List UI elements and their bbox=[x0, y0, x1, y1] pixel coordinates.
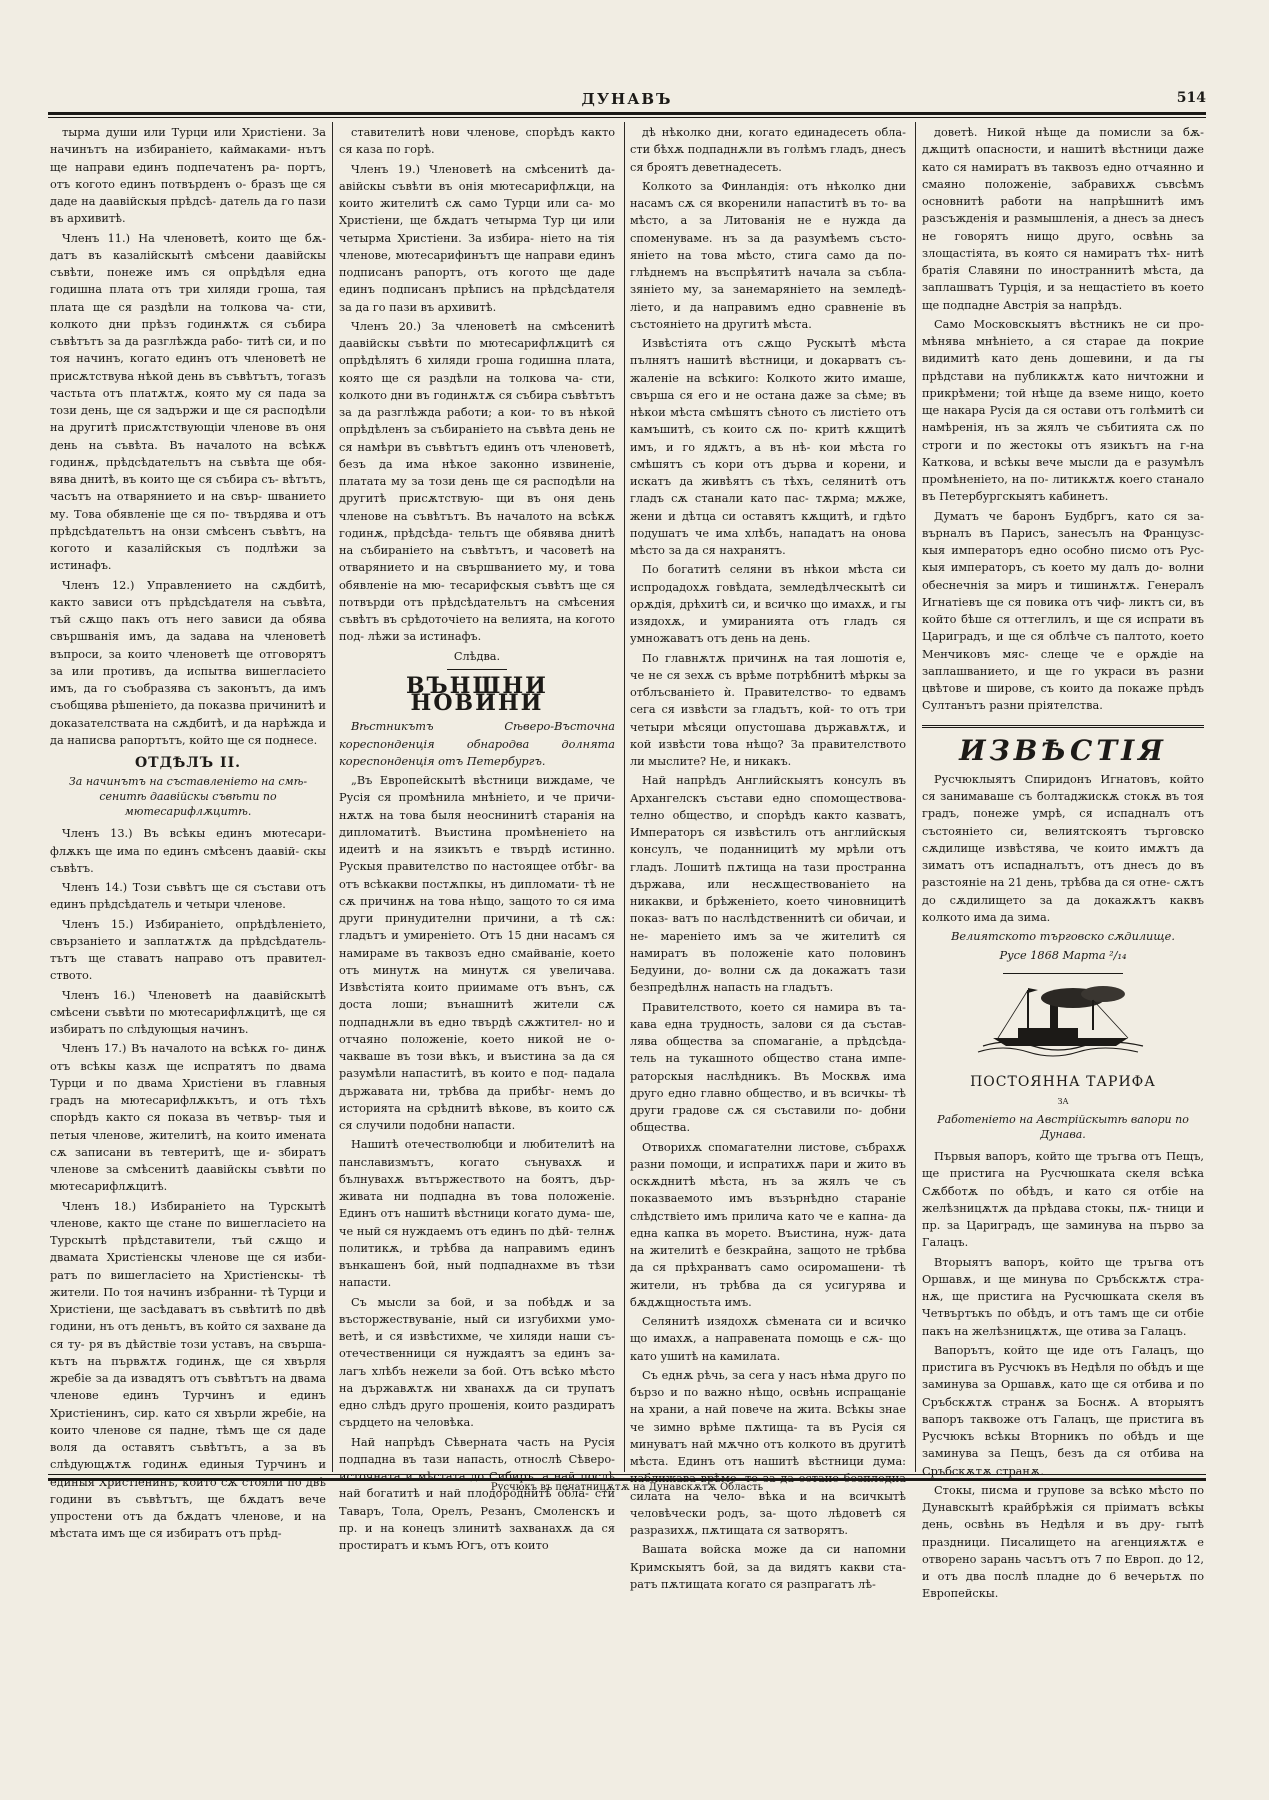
tariff-paragraph: Вторыятъ вапоръ, който ще тръгва отъ Оршавѫ, и ще минува по Сръбскѫтѫ стра- нѫ, ще пристига на Русчюшката скеля въ Четвъртъкъ по обѣдъ, и отъ тамъ ще си отбіе пакъ на желѣзницѫтѫ, ще отива за Галацъ. bbox=[922, 1255, 1204, 1338]
article-paragraph: ставителитѣ нови членове, спорѣдъ както ся каза по горѣ. bbox=[339, 126, 615, 157]
article-paragraph: Думатъ че баронъ Будбргъ, като ся за- върналъ въ Парисъ, занесълъ на Французс- кыя императоръ едно особно писмо отъ Рус- кыя императоръ, съ което му далъ до- волни обеснечнія за миръ и тишинѫтѫ. Генералъ Игнатіевъ ще ся повика отъ чиф- ликтъ си, въ който бѣше ся оттеглилъ, и ще ся испрати въ Цариградъ, и ще ся облѣче съ палтото, което Менчиковъ мяс- слеще че е орѫдіе на заплашванието, и ще го украси въ разни цвѣтове и шировe, съ които да покаже прѣдъ Султанътъ разни пріятелства. bbox=[922, 509, 1204, 713]
column-divider bbox=[915, 122, 916, 1472]
news-intro: Вѣстникътъ Сѣверо-Въсточна кореспонденція обнародва долнята кореспонденція отъ Петербургъ. bbox=[339, 720, 615, 768]
notice-text: Русчюклыятъ Спиридонъ Игнатовъ, който ся занимаваше съ болтаджискѫ стокѫ въ тоя градъ, понеже умрѣ, ся испадналъ отъ състояніето си, велиятскоятъ търговско сѫдилище извѣстява, че които имѫтъ да зиматъ отъ испадналътъ, отъ днесъ до въ разстояніе на 21 день, трѣбва да ся отне- сѫтъ до сѫдилището за да докажѫтъ каквъ колкото има да зима. bbox=[922, 772, 1204, 924]
article-paragraph: тырма души или Турци или Христіени. За начинътъ на избираніето, каймаками- нътъ ще направи единъ подпечатенъ ра- портъ, отъ когото единъ потвърденъ о- бразъ ще ся даде на даавійскыя прѣдсѣ- датель да го пази въ архивитѣ. bbox=[50, 126, 326, 226]
article-paragraph: Членъ 14.) Този съвѣтъ ще ся състави отъ единъ прѣдсѣдатель и четыри членове. bbox=[50, 881, 326, 912]
tariff-paragraph: Първыя вапоръ, който ще тръгва отъ Пещъ, ще пристига на Русчюшката скеля всѣка Сѫбботѫ по обѣдъ, и като ся отбіе на желѣзницѫтѫ да прѣдава стокы, пѫ- тници и пр. за Цариградъ, ще заминува на първо за Галацъ. bbox=[922, 1150, 1204, 1250]
article-paragraph: Колкото за Финландія: отъ нѣколко дни насамъ сѫ ся вкоренили напаститѣ въ то- ва мѣсто, а за Литованія не е нужда да споменуваме. нъ за да разумѣемъ състо- яніето на това мѣсто, стига само да по- глѣднемъ на въспрѣятитѣ начала за събла- зяніето му, за занемаряніето на земледѣ- ліето, и да направимъ едно сравненіе въ състояніето на другитѣ мѣста. bbox=[630, 179, 906, 331]
article-paragraph: Вашата войска може да си напомни Кримскыятъ бой, за да видятъ какви ста- ратъ пѫтищата когато ся разпрагатъ лѣ- bbox=[630, 1543, 906, 1591]
column-1 bbox=[50, 124, 326, 1541]
article-paragraph: Извѣстіята отъ сѫщо Рускытѣ мѣста пълнятъ нашитѣ вѣстници, и докарватъ съ- жаленіе на всѣкиго: Колкото жито имаше, свърша ся его и не остана даже за сѣме; въ нѣкои мѣста смѣшятъ сѣното съ листіето отъ камъшитѣ, съ които сѫ по- критѣ кѫщитѣ имъ, и го ядѫтъ, а въ нѣ- кои мѣста го смѣшятъ съ кори отъ дърва и корени, и искатъ да живѣятъ съ тѣхъ, селянитѣ отъ гладъ сѫ станали като пас- тѫрма; мѫже, жени и дѣтца си оставятъ кѫщитѣ, и гдѣто подушатъ че има хлѣбъ, нападатъ на онова мѣсто за да ся нахранятъ. bbox=[630, 337, 906, 557]
article-paragraph: „Въ Европейскытѣ вѣстници виждаме, че Русія ся промѣнила мнѣніето, и че причи- нѫтѫ на това быля неоснинитѣ старанія на дипломатитѣ. Въистина промѣненіето на идеитѣ и на язикътъ е твърдѣ истинно. Рускыя правителство по настоящее отбѣг- ва отъ всѣкакви постѫпкы, нъ дипломати- тѣ не сѫ причинѫ на това нѣщо, защото то ся има други принудителни причини, а тѣ сѫ: гладътъ и умиреніето. Отъ 15 дни насамъ ся намираме въ таквозъ едно смайваніе, което отъ минутѫ на минутѫ ся увеличава. Извѣстіята които приимаме отъ вънъ, сѫ доста лоши; вънашнитѣ жители сѫ подпаднѫли въ едно твърдѣ сѫжтител- но и отчаяно положеніе, което никой не о- чакваше въ този вѣкъ, и въистина за да ся разумѣли напаститѣ, въ които е под- падала държавата ни, трѣбва да прибѣг- немъ до историята на срѣднитѣ вѣкове, въ които сѫ ся случили подобни напасти. bbox=[339, 774, 615, 1132]
article-paragraph: Членъ 20.) За членоветѣ на смѣсенитѣ даавійскы съвѣти по мютесарифлѫцитѣ ся опрѣдѣлятъ 6 хиляди гроша годишна плата, която ще ся раздѣли на толкова ча- сти, колкото дни въ годинѫтѫ ся събира съвѣтътъ за да разглѣжда работи; а кои- то въ нѣкой опрѣдѣленъ за събираніето на съвѣта день не ся намѣри въ съвѣтътъ единъ отъ членоветѣ, безъ да има нѣкое законно извиненіе, платата му за този день ще ся расподѣли на другитѣ присѫтствую- щи въ оня день членове на съвѣтътъ. Въ началото на всѣкѫ годинѫ, прѣдсѣда- тельтъ ще обявява днитѣ на събираніето на съвѣтътъ, и часоветѣ на отварянието и на свършванието му, и това обявленіе на мю- тесарифскыя съвѣтъ ще ся потвърди отъ прѣдсѣдательтъ на смѣсения съвѣтъ въ срѣдоточіето на велията, на когото под- лѣжи за истинафъ. bbox=[339, 319, 615, 644]
section-heading: ОТДѢЛЪ II. bbox=[134, 755, 241, 771]
article-paragraph: Членъ 12.) Управлението на сѫдбитѣ, както зависи отъ прѣдсѣдателя на съвѣта, тъй сѫщо пакъ отъ него зависи да обява свършванія имъ, да задава на членоветѣ въпроси, за които членоветѣ ще отговорятъ за или противъ, да испытва вишегласіето имъ, да го съобразява съ законътъ, да имъ съобщява рѣшеніето, да показва причинитѣ и доказателствата на сѫдбитѣ, и да нарѣжда и да написва рапортътъ, който ще ся поднесе. bbox=[50, 578, 326, 747]
article-paragraph: дѣ нѣколко дни, когато единадесеть обла- сти бѣхѫ подпаднѫли въ голѣмъ гладъ, днесъ ся броятъ деветнадесеть. bbox=[630, 126, 906, 174]
section-rule bbox=[447, 669, 507, 670]
column-divider bbox=[624, 122, 625, 1472]
article-paragraph: Само Московскыятъ вѣстникъ не си про- мѣнява мнѣніето, а ся старае да покрие видимитѣ като день дошевини, и да гы прѣдстави на публикѫтѫ като ничтожни и прикрѣмени; той нѣще да вземе нищо, което ще накара Русія да ся остави отъ голѣмитѣ си намѣренія, нъ за жялъ че събитията сѫ по строги и по жестокы отъ язикътъ на г-на Каткова, и всѣкы вече мысли да е разумѣлъ промѣненіето, на по- литикѫтѫ коего станало въ Петербургскыятъ кабинетъ. bbox=[922, 317, 1204, 504]
newspaper-title: ДУНАВЪ bbox=[581, 90, 673, 108]
article-paragraph: Членъ 11.) На членоветѣ, които ще бѫ- датъ въ казалійскытѣ смѣсени даавійскы съвѣти, понеже имъ ся опрѣдѣля една годишна плата отъ три хиляди гроша, тая плата ще ся раздѣли на толкова ча- сти, колкото дни прѣзъ годинѫтѫ ся събира съвѣтътъ за да разглѣжда рабо- титѣ си, и по тоя начинъ, когато единъ отъ членоветѣ не присѫтствува нѣкой день въ съвѣтътъ, тогазъ частьта отъ платѫтѫ, която му ся пада за този день, ще ся задържи и ще ся расподѣли на другитѣ присѫтствующіи членове въ оня день на съвѣта. Въ началото на всѣкѫ годинѫ, прѣдсѣдательтъ на съвѣта ще обя- вява днитѣ, въ които ще ся събира съ- вѣтътъ, часътъ на отварянието и на свър- шванието му. Това обявленіе ще ся по- твърдява и отъ прѣдсѣдательтъ на онзи смѣсенъ съвѣтъ, на когото и казалійскыя съ подлѣжи за истинафъ. bbox=[50, 231, 326, 573]
footer-rule-thick bbox=[48, 1478, 1206, 1481]
article-paragraph: Отворихѫ спомагателни листове, събрахѫ разни помощи, и испратихѫ пари и жито въ оскѫднитѣ мѣста, нъ за жялъ че съ показваемото имъ възърнѣдно стараніе слѣдствіето имъ прилича като че е капна- да една капка въ морето. Въистина, нуж- дата на жителитѣ е безкрайна, защото не трѣбва да ся прѣхранватъ само осиромашени- тѣ жители, нъ трѣбва да ся усигурява и бѫдѫщностьта имъ. bbox=[630, 1140, 906, 1309]
tariff-for: ЗА bbox=[1057, 1096, 1069, 1106]
notices-heading: ИЗВѢСТІЯ bbox=[959, 733, 1167, 767]
section-heading-foreign-news: ВЪНШНИ НОВИНИ bbox=[406, 672, 548, 716]
printer-imprint: Русчюкъ въ печатницѫтѫ на Дунавскѫтѫ Область bbox=[490, 1482, 764, 1493]
article-paragraph: По главнѫтѫ причинѫ на тая лошотія е, че не ся зехѫ съ врѣме потрѣбнитѣ мѣркы за отблъсваніето ѝ. Правителство- то едвамъ сега ся извѣсти за гладътъ, кой- то отъ три четыри мѣсяци опустошава държавѫтѫ, и кой извѣсти това нѣщо? За правителството ли мыслите? Не, и никакъ. bbox=[630, 651, 906, 768]
tariff-paragraph: Стокы, писма и групове за всѣко мѣсто по Дунавскытѣ крайбрѣжія ся пріиматъ всѣкы день, освѣнь въ Недѣля и въ дру- гытѣ праздници. Писалището на агенцияѫтѫ е отворено зарань часътъ отъ 7 по Европ. до 12, и отъ два послѣ пладне до 6 вечерьтѫ по Европейскы. bbox=[922, 1483, 1204, 1601]
notice-date: Русе 1868 Марта ²/₁₄ bbox=[999, 949, 1127, 963]
tariff-heading: ПОСТОЯННА ТАРИФА bbox=[970, 1073, 1156, 1090]
footer-rule bbox=[48, 1474, 1206, 1475]
article-paragraph: Съ еднѫ рѣчь, за сега у насъ нѣма друго по бързо и по важно нѣщо, освѣнь испращаніе на храни, а най повече на жита. Всѣкы знае че зимно врѣме пѫтища- та въ Русія ся минуватъ най мѫчно отъ колкото въ другитѣ мѣста. Единъ отъ нашитѣ вѣстници дума: наближава врѣме- то за да остане безплодна силата на чело- вѣка и на всичкытѣ человѣчески родъ, за- щото лѣдоветѣ ся разразихѫ, пѫтищата ся затворятъ. bbox=[630, 1368, 906, 1537]
continued-note: Слѣдва. bbox=[453, 649, 501, 663]
section-rule bbox=[922, 725, 1204, 728]
article-paragraph: Най напрѣдъ Сѣверната часть на Русія подпадна въ тази напасть, относлѣ Сѣверо- источната и мѣстата до Сибиръ, а най послѣ най богатитѣ и най плодороднитѣ обла- сти Таваръ, Тола, Орелъ, Резанъ, Смоленскъ и пр. и на конецъ злинитѣ захванахѫ да ся простиратъ и къмъ Югъ, отъ които bbox=[339, 1435, 615, 1552]
article-paragraph: Нашитѣ отечестволюбци и любителитѣ на панславизмътъ, когато сънувахѫ и бълнувахѫ вътържеството на боятъ, дър- живата ни подпадна въ това положеніе. Единъ отъ нашитѣ вѣстници когато дума- ше, че ный ся нуждаемъ отъ единъ по дѣй- телнѫ политикѫ, и трѣбва да направимъ единъ вънкашенъ бой, ный подпаднахме въ тѣзи напасти. bbox=[339, 1138, 615, 1290]
article-paragraph: По богатитѣ селяни въ нѣкои мѣста си испродадохѫ говѣдата, земледѣлческытѣ си орѫдія, дрѣхитѣ си, и всичко що имахѫ, и гы изядохѫ, и умиранията отъ гладъ ся умножаватъ отъ день на день. bbox=[630, 563, 906, 646]
tariff-subheading: Работеніето на Австрійскытѣ вапори по Дунава. bbox=[937, 1113, 1189, 1141]
article-paragraph: доветѣ. Никой нѣще да помисли за бѫ- дѫщитѣ опасности, и нашитѣ вѣстници даже като ся намиратъ въ таквозъ едно отчаянно и смаяно положеніе, забравихѫ съвсѣмъ основнитѣ работи на напрѣшнитѣ имъ разсъжденія и размышленія, а днесъ за днесъ не говорятъ нищо друго, освѣнь за злощастіята, въ която ся намиратъ тѣх- нитѣ братія Славяни по иностраннитѣ мѣста, да заплашватъ Турція, и за нещастіето въ което ще подпадне Австрія за напрѣдъ. bbox=[922, 126, 1204, 312]
article-paragraph: Най напрѣдъ Английскыятъ консулъ въ Архангелскъ състави едно спомоществова- телно общество, и спорѣдъ както казватъ, Императоръ ся извѣстилъ отъ английскыя консулъ, че поданницитѣ му мрѣли отъ гладъ. Лошитѣ пѫтища на тази пространна държава, или несѫществованіето на никакви, и брѣженіето, което чиновницитѣ показ- ватъ по наслѣдственнитѣ си обичаи, и не- мареніето имъ за че жителитѣ ся намиратъ въ положеніе като половинъ Бедуини, до- волни сѫ да докажатъ тази безпредѣлнѫ напасть на гладътъ. bbox=[630, 774, 906, 995]
column-4 bbox=[922, 124, 1204, 1601]
article-paragraph: Селянитѣ изядохѫ сѣмената си и всичко що имахѫ, а направената помощь е сѫ- що като ушитѣ на камилата. bbox=[630, 1315, 906, 1363]
article-paragraph: Членъ 18.) Избираніето на Турскытѣ членове, както ще стане по вишегласіето на Турскытѣ прѣдставители, тъй сѫщо и двамата Христіенскы членове ще ся изби- ратъ по вишегласіето на Христіенскы- тѣ жители. По тоя начинъ избранни- тѣ Турци и Христіени, ще засѣдаватъ въ съвѣтитѣ по двѣ години, нъ отъ деньтъ, въ който ся захване да ся ту- ря въ дѣйствіе този уставъ, на свърша- кътъ на първѫтѫ годинѫ, ще ся хвърля жребіе за да извадятъ отъ съвѣтътъ на двама членове единъ Турчинъ и единъ Христіенинъ, сир. като ся хвърли жребіе, на които членове ся падне, тѣмъ ще ся даде воля да оставятъ съвѣтътъ, а за въ слѣдующѫтѫ годинѫ единыя Турчинъ и единыя Христіенинъ, които сѫ стояли по двѣ години въ съвѣтътъ, ще бѫдатъ вече упростени отъ да бѫдатъ членове, и на мѣстата имъ ще ся избиратъ отъ прѣд- bbox=[50, 1199, 326, 1541]
notice-signature: Велиятското търговско сѫдилище. bbox=[951, 930, 1175, 943]
article-paragraph: Съ мысли за бой, и за побѣдѫ и за въсторжествуваніе, ный си изгубихми умо- ветѣ, и ся извѣстихме, че хиляди наши съ- отечественници ся нуждаятъ за единъ за- лагъ хлѣбъ нежели за бой. Отъ всѣко мѣсто на държавѫтѫ ни хванахѫ да си трупатъ едно слѣдъ друго прошенія, които раздиратъ сърдцето на человѣка. bbox=[339, 1295, 615, 1430]
masthead bbox=[48, 90, 1206, 110]
header-rule-thin bbox=[48, 117, 1206, 118]
article-paragraph: Членъ 19.) Членоветѣ на смѣсенитѣ да- авійскы съвѣти въ онія мютесарифлѫци, на които жителитѣ сѫ само Турци или са- мо Христіени, ще бѫдатъ четырма Тур ци или четырма Христіени. За избира- ніето на тія членове, мютесарифинътъ ще направи единъ подписанъ рапортъ, отъ когото ще даде единъ подписанъ прѣписъ на прѣдсѣдателя за да го пази въ архивитѣ. bbox=[339, 162, 615, 314]
column-3 bbox=[630, 124, 906, 1591]
article-paragraph: Членъ 13.) Въ всѣкы единъ мютесари- флѫкъ ще има по единъ смѣсенъ даавій- скы съвѣтъ. bbox=[50, 827, 326, 875]
header-rule bbox=[48, 112, 1206, 115]
column-2 bbox=[339, 124, 615, 1552]
article-paragraph: Правителството, което ся намира въ та- кава една трудность, залови ся да състав- лява общества за спомаганіе, а прѣдсѣда- тель на тукашното общество стана импе- раторскыя наслѣдникъ. Въ Москвѫ има друго едно главно общество, и въ всичкы- тѣ други градове сѫ ся съставили по- добни общества. bbox=[630, 1000, 906, 1135]
column-divider bbox=[332, 122, 333, 1472]
tariff-paragraph: Вапорътъ, който ще иде отъ Галацъ, що пристига въ Русчюкъ въ Недѣля по обѣдъ и ще заминува за Оршавѫ, като ще ся отбива и по Сръбскѫтѫ странѫ за Боснѫ. А вторыятъ вапоръ таквоже отъ Галацъ, ще пристига въ Русчюкъ всѣкы Вторникъ по обѣдъ и ще заминува за Пещъ, безъ да ся отбива на Сръбскѫтѫ странѫ. bbox=[922, 1343, 1204, 1478]
article-paragraph: Членъ 15.) Избираніето, опрѣдѣленіето, свързаніето и заплатѫтѫ да прѣдсѣдатель- тътъ ще ставатъ направо отъ правител- ството. bbox=[50, 917, 326, 983]
steamship-illustration bbox=[978, 980, 1148, 1060]
page-number: 514 bbox=[1176, 90, 1206, 106]
section-subheading: За начинътъ на съставленіето на смѣ- сенитѣ даавійскы съвѣти по мютесарифлѫцитѣ. bbox=[68, 775, 308, 819]
article-paragraph: Членъ 17.) Въ началото на всѣкѫ го- динѫ отъ всѣкы казѫ ще испратятъ по двама Турци и по двама Христіени въ главныя градъ на мютесарифлѫкътъ, и отъ тѣхъ спорѣдъ както ся показа въ четвър- тыя и петыя членове, жителитѣ, на които имената сѫ записани въ тевтеритѣ, ще и- збиратъ членове за смѣсенитѣ даавійскы съвѣти по мютесарифлѫцитѣ. bbox=[50, 1042, 326, 1194]
section-rule bbox=[1003, 973, 1123, 974]
article-paragraph: Членъ 16.) Членоветѣ на даавійскытѣ смѣсени съвѣти по мютесарифлѫцитѣ, ще ся избиратъ по слѣдующыя начинъ. bbox=[50, 988, 326, 1036]
